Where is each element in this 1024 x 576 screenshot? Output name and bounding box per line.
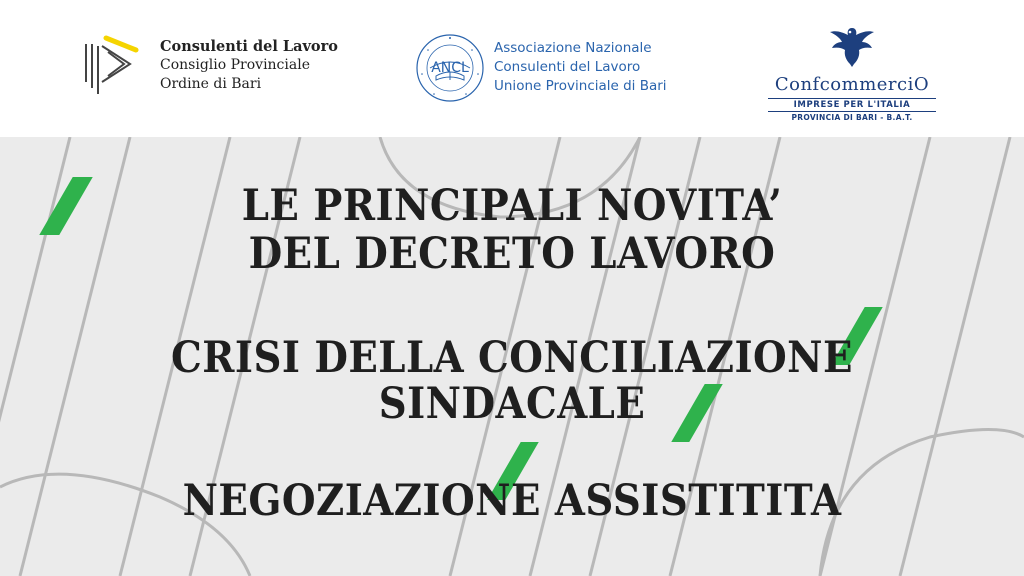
header-logo-bar xyxy=(0,0,1024,137)
ancl-consultants: Consulenti del Lavoro xyxy=(494,59,641,75)
cdl-logo xyxy=(84,30,344,110)
cdl-text xyxy=(160,37,338,94)
ancl-badge: ANCL xyxy=(431,60,469,76)
ancl-union: Unione Provinciale di Bari xyxy=(494,78,667,94)
title-panel xyxy=(0,137,1024,576)
cdl-order: Ordine di Bari xyxy=(160,76,262,92)
cdl-council: Consiglio Provinciale xyxy=(160,57,310,73)
headline-negotiation: NEGOZIAZIONE ASSISTITITA xyxy=(182,476,842,526)
headline-crisis-line1: CRISI DELLA CONCILIAZIONE xyxy=(171,333,853,383)
confcommercio-province: PROVINCIA DI BARI - B.A.T. xyxy=(791,113,913,122)
confcommercio-rule-bottom xyxy=(768,111,936,112)
ancl-text xyxy=(494,39,667,96)
headline-main-line1: LE PRINCIPALI NOVITA’ xyxy=(241,181,783,231)
confcommercio-rule-top xyxy=(768,98,936,99)
cdl-title: Consulenti del Lavoro xyxy=(160,38,338,55)
ancl-association: Associazione Nazionale xyxy=(494,40,652,56)
eagle-icon xyxy=(828,22,876,68)
confcommercio-name: ConfcommerciO xyxy=(774,74,930,95)
confcommercio-logo xyxy=(762,22,942,122)
headline-main-line2: DEL DECRETO LAVORO xyxy=(248,229,776,279)
ancl-seal-icon xyxy=(414,28,488,112)
ancl-logo xyxy=(414,28,694,112)
cdl-emblem-icon xyxy=(84,32,148,96)
headline-crisis-line2: SINDACALE xyxy=(378,379,646,429)
confcommercio-tagline: IMPRESE PER L'ITALIA xyxy=(793,100,911,110)
